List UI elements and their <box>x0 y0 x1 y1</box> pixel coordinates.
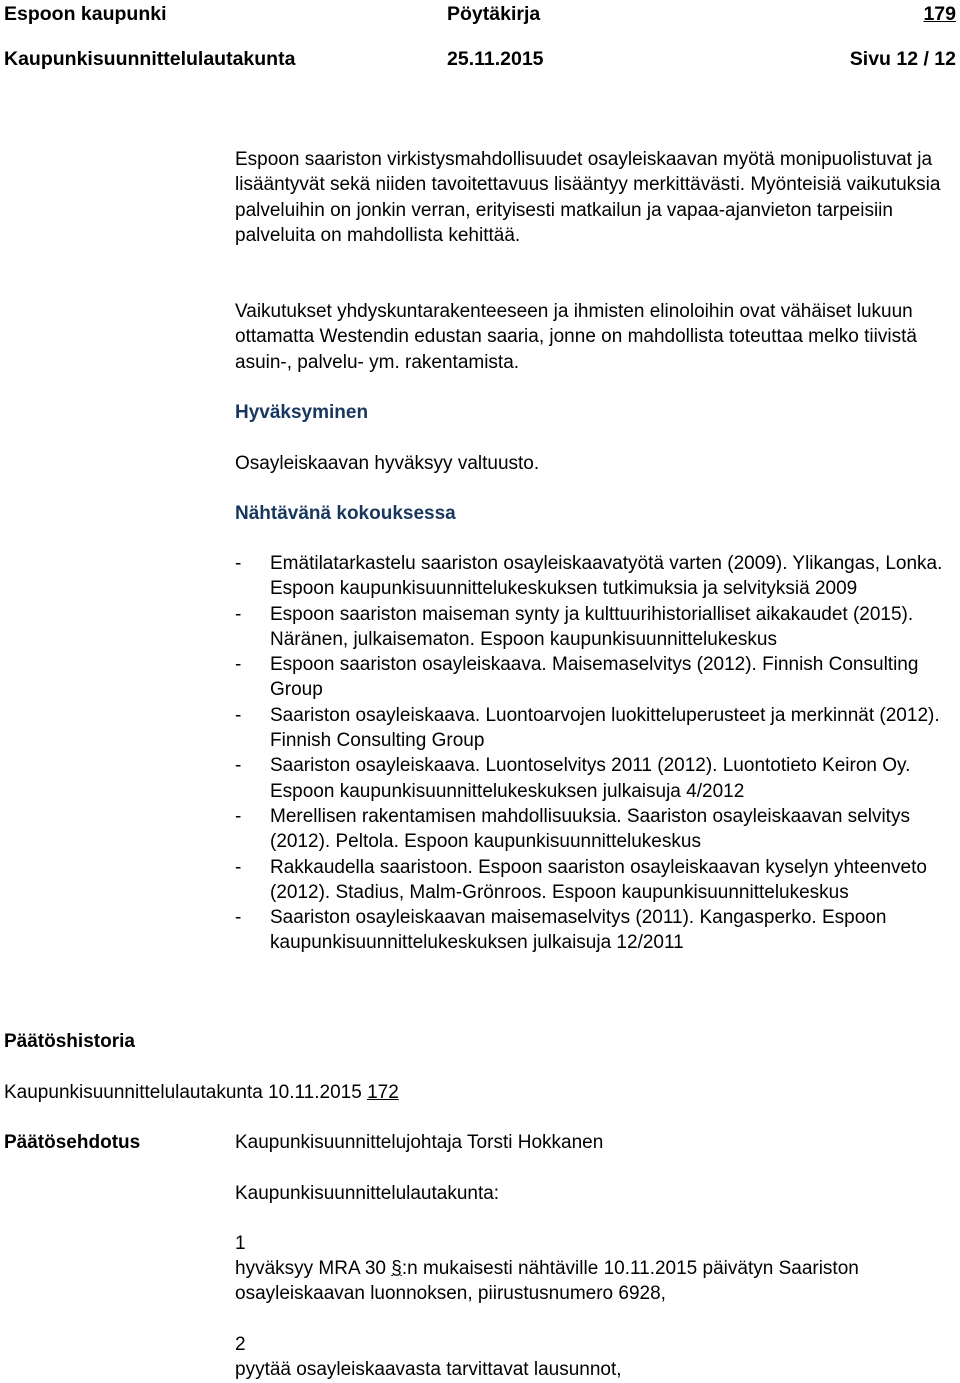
reference-text: Saariston osayleiskaava. Luontoselvitys 2011 (2012). Luontotieto Keiron Oy. Espoon kaupunkisuunnittelukeskuksen julkaisuja 4/2012 <box>270 755 911 802</box>
header-row-2 <box>4 35 956 70</box>
page-header <box>4 0 956 70</box>
municipality-name: Espoon kaupunki <box>4 3 167 25</box>
reference-text: Merellisen rakentamisen mahdollisuuksia. Saariston osayleiskaavan selvitys (2012). Peltola. Espoon kaupunkisuunnittelukeskus <box>270 805 910 853</box>
approval-heading: Hyväksyminen <box>235 402 369 423</box>
reference-text: Rakkaudella saaristoon. Espoon saariston osayleiskaavan kyselyn yhteenveto (2012). Stadius, Malm-Grönroos. Espoon kaupunkisuunnittelukeskus <box>270 856 927 903</box>
proposal-item-1-text-after: :n mukaisesti nähtäville 10.11.2015 päivätyn Saariston osayleiskaavan luonnoksen, piirustusnumero 6928, <box>235 1258 859 1305</box>
reference-text: Saariston osayleiskaavan maisemaselvitys (2011). Kangasperko. Espoon kaupunkisuunnittelukeskuksen julkaisuja 12/2011 <box>270 907 887 954</box>
history-entry <box>4 1080 399 1105</box>
proposer-name: Kaupunkisuunnittelujohtaja Torsti Hokkanen <box>235 1132 604 1153</box>
proposal-item-number-1: 1 <box>235 1233 246 1254</box>
committee-label: Kaupunkisuunnittelulautakunta: <box>235 1183 500 1204</box>
approval-text: Osayleiskaavan hyväksyy valtuusto. <box>235 453 540 474</box>
committee-name: Kaupunkisuunnittelulautakunta <box>4 48 296 70</box>
impact-paragraph: Vaikutukset yhdyskuntarakenteeseen ja ihmisten elinoloihin ovat vähäiset lukuun ottamatta Westendin edustan saaria, jonne on mahdollista toteuttaa melko tiivistä asuin-, palvelu- ym. rakentamista. <box>235 301 917 373</box>
reference-text: Saariston osayleiskaava. Luontoarvojen luokitteluperusteet ja merkinnät (2012). Finnish Consulting Group <box>270 704 940 752</box>
proposal-item-1 <box>235 1256 957 1307</box>
list-item <box>235 602 957 653</box>
list-item <box>235 551 957 602</box>
list-bullet: - <box>235 654 242 676</box>
reference-text: Espoon saariston maiseman synty ja kulttuurihistorialliset aikakaudet (2015). Näränen, julkaisematon. Espoon kaupunkisuunnittelukeskus <box>270 603 914 650</box>
proposal-item-2: pyytää osayleiskaavasta tarvittavat lausunnot, <box>235 1359 622 1380</box>
list-item <box>235 905 957 956</box>
section-reference-link[interactable]: § <box>391 1258 402 1279</box>
list-item <box>235 703 957 754</box>
meeting-date: 25.11.2015 <box>447 48 544 70</box>
history-section-link[interactable]: 172 <box>367 1082 399 1103</box>
reference-text: Emätilatarkastelu saariston osayleiskaavatyötä varten (2009). Ylikangas, Lonka. Espoon kaupunkisuunnittelukeskuksen tutkimuksia ja selvityksiä 2009 <box>270 553 943 600</box>
visible-at-meeting-heading: Nähtävänä kokouksessa <box>235 503 456 524</box>
history-entry-text: Kaupunkisuunnittelulautakunta 10.11.2015 <box>4 1082 362 1103</box>
reference-list <box>235 551 957 956</box>
list-bullet: - <box>235 704 242 726</box>
body-column <box>235 147 957 248</box>
decision-proposal-label: Päätösehdotus <box>4 1132 141 1153</box>
list-item <box>235 753 957 804</box>
list-bullet: - <box>235 553 242 574</box>
list-item <box>235 804 957 855</box>
list-bullet: - <box>235 805 242 827</box>
list-bullet: - <box>235 856 242 878</box>
list-bullet: - <box>235 907 242 929</box>
list-bullet: - <box>235 603 242 625</box>
header-row-1 <box>4 0 956 35</box>
list-bullet: - <box>235 755 242 777</box>
proposal-item-number-2: 2 <box>235 1334 246 1355</box>
section-number-link[interactable]: 179 <box>923 3 956 25</box>
decision-history-label: Päätöshistoria <box>4 1031 135 1052</box>
list-item <box>235 855 957 906</box>
impact-section <box>235 299 957 375</box>
list-item <box>235 652 957 703</box>
reference-text: Espoon saariston osayleiskaava. Maisemaselvitys (2012). Finnish Consulting Group <box>270 654 919 701</box>
page-number: Sivu 12 / 12 <box>849 48 956 70</box>
document-type: Pöytäkirja <box>447 3 541 25</box>
recreation-paragraph: Espoon saariston virkistysmahdollisuudet osayleiskaavan myötä monipuolistuvat ja lisääntyvät sekä niiden tavoitettavuus lisääntyy merkittävästi. Myönteisiä vaikutuksia palveluihin on jonkin verran, erityisesti matkailun ja vapaa-ajanvieton tarpeisiin palveluita on mahdollista kehittää. <box>235 149 941 246</box>
proposal-item-1-text-before: hyväksyy MRA 30 <box>235 1258 386 1279</box>
